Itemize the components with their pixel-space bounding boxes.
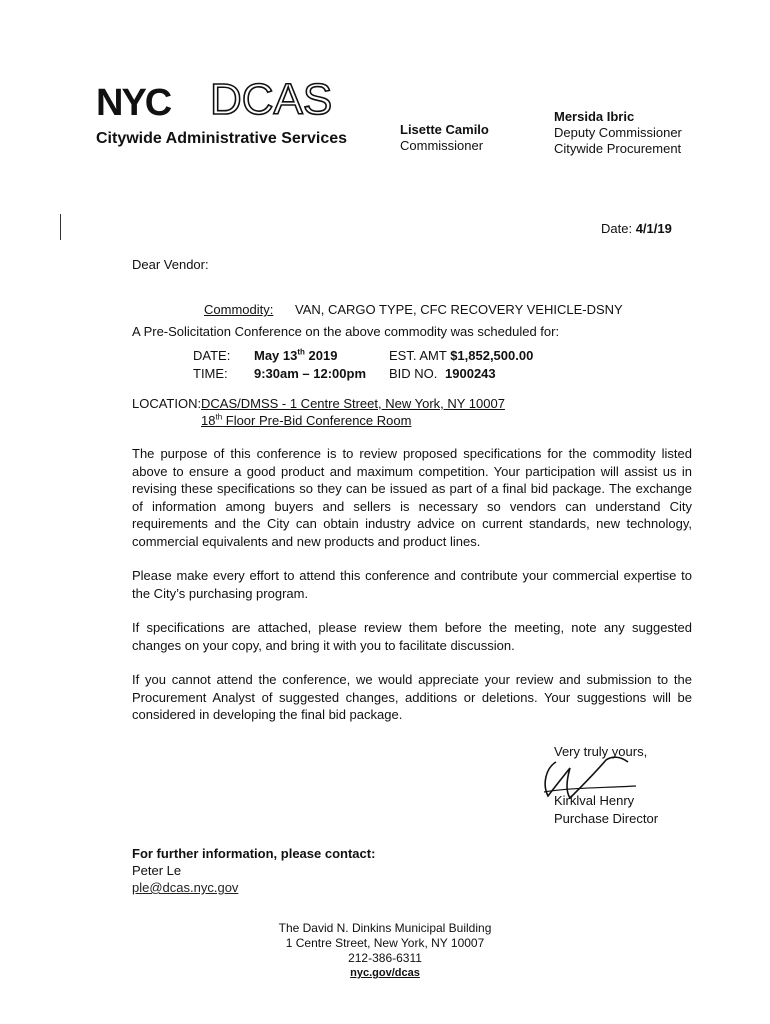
deputy-dept: Citywide Procurement	[554, 141, 682, 156]
detail-time-label: TIME:	[193, 366, 228, 381]
commodity-line	[204, 301, 623, 319]
bid-number	[389, 365, 496, 383]
intro-text: A Pre-Solicitation Conference on the above commodity was scheduled for:	[132, 324, 560, 339]
footer-web-link[interactable]: nyc.gov/dcas	[350, 967, 420, 979]
detail-date-value: May 13th 2019	[254, 347, 338, 363]
paragraph-specifications: If specifications are attached, please review them before the meeting, note any suggested changes on your copy, and bring it with you to facilitate discussion.	[132, 620, 692, 653]
commissioner-name: Lisette Camilo	[400, 122, 489, 137]
detail-time-value: 9:30am – 12:00pm	[254, 366, 367, 381]
contact-name: Peter Le	[132, 863, 182, 878]
signer-name: Kirklval Henry	[554, 793, 635, 808]
contact-heading: For further information, please contact:	[132, 846, 376, 861]
footer-address: 1 Centre Street, New York, NY 10007	[285, 936, 485, 950]
salutation: Dear Vendor:	[132, 257, 209, 272]
detail-date-label: DATE:	[193, 348, 231, 363]
logo-subtitle: Citywide Administrative Services	[96, 130, 348, 147]
paragraph-attend: Please make every effort to attend this conference and contribute your commercial expertise to the City’s purchasing program.	[132, 568, 692, 601]
commissioner-block	[400, 122, 489, 154]
location-label: LOCATION:	[132, 396, 202, 411]
est-label: EST. AMT	[389, 348, 447, 363]
footer-building: The David N. Dinkins Municipal Building	[278, 921, 492, 935]
location-line1: DCAS/DMSS - 1 Centre Street, New York, NY 10007	[201, 396, 505, 411]
footer	[235, 921, 535, 981]
closing: Very truly yours,	[554, 744, 648, 759]
paragraph-purpose: The purpose of this conference is to review proposed specifications for the commodity listed above to ensure a good product and maximum competition. Your participation will assist us in revising these specifications so they can be issued as part of a final bid package. The exchange of information among buyers and sellers is necessary so vendors can understand City requirements and the City can obtain industry advice on current standards, new technology, commercial equivalents and new products and product lines.	[132, 446, 692, 549]
margin-mark	[60, 214, 61, 240]
date-label: Date:	[601, 221, 633, 236]
letter-date	[601, 220, 672, 238]
deputy-name: Mersida Ibric	[554, 109, 635, 124]
est-value: $1,852,500.00	[450, 348, 534, 363]
nyc-logo-text: NYC	[96, 84, 171, 120]
deputy-block	[554, 109, 682, 157]
bid-label: BID NO.	[389, 366, 438, 381]
commissioner-title: Commissioner	[400, 138, 484, 153]
deputy-title: Deputy Commissioner	[554, 125, 682, 140]
date-value: 4/1/19	[635, 221, 672, 236]
nyc-logo	[96, 84, 216, 120]
commodity-value: VAN, CARGO TYPE, CFC RECOVERY VEHICLE-DSNY	[294, 302, 623, 317]
paragraph-submission: If you cannot attend the conference, we would appreciate your review and submission to the Procurement Analyst of suggested changes, additions or deletions. Your suggestions will be considered in developing the final bid package.	[132, 672, 692, 722]
signer-title: Purchase Director	[554, 811, 659, 826]
commodity-label: Commodity:	[204, 302, 274, 317]
dcas-logo-text: DCAS	[210, 75, 333, 124]
est-amount	[389, 347, 533, 365]
contact-email-link[interactable]: ple@dcas.nyc.gov	[132, 880, 239, 895]
footer-phone: 212-386-6311	[348, 951, 422, 965]
bid-value: 1900243	[445, 366, 496, 381]
location-line2: 18th Floor Pre-Bid Conference Room	[201, 412, 412, 428]
